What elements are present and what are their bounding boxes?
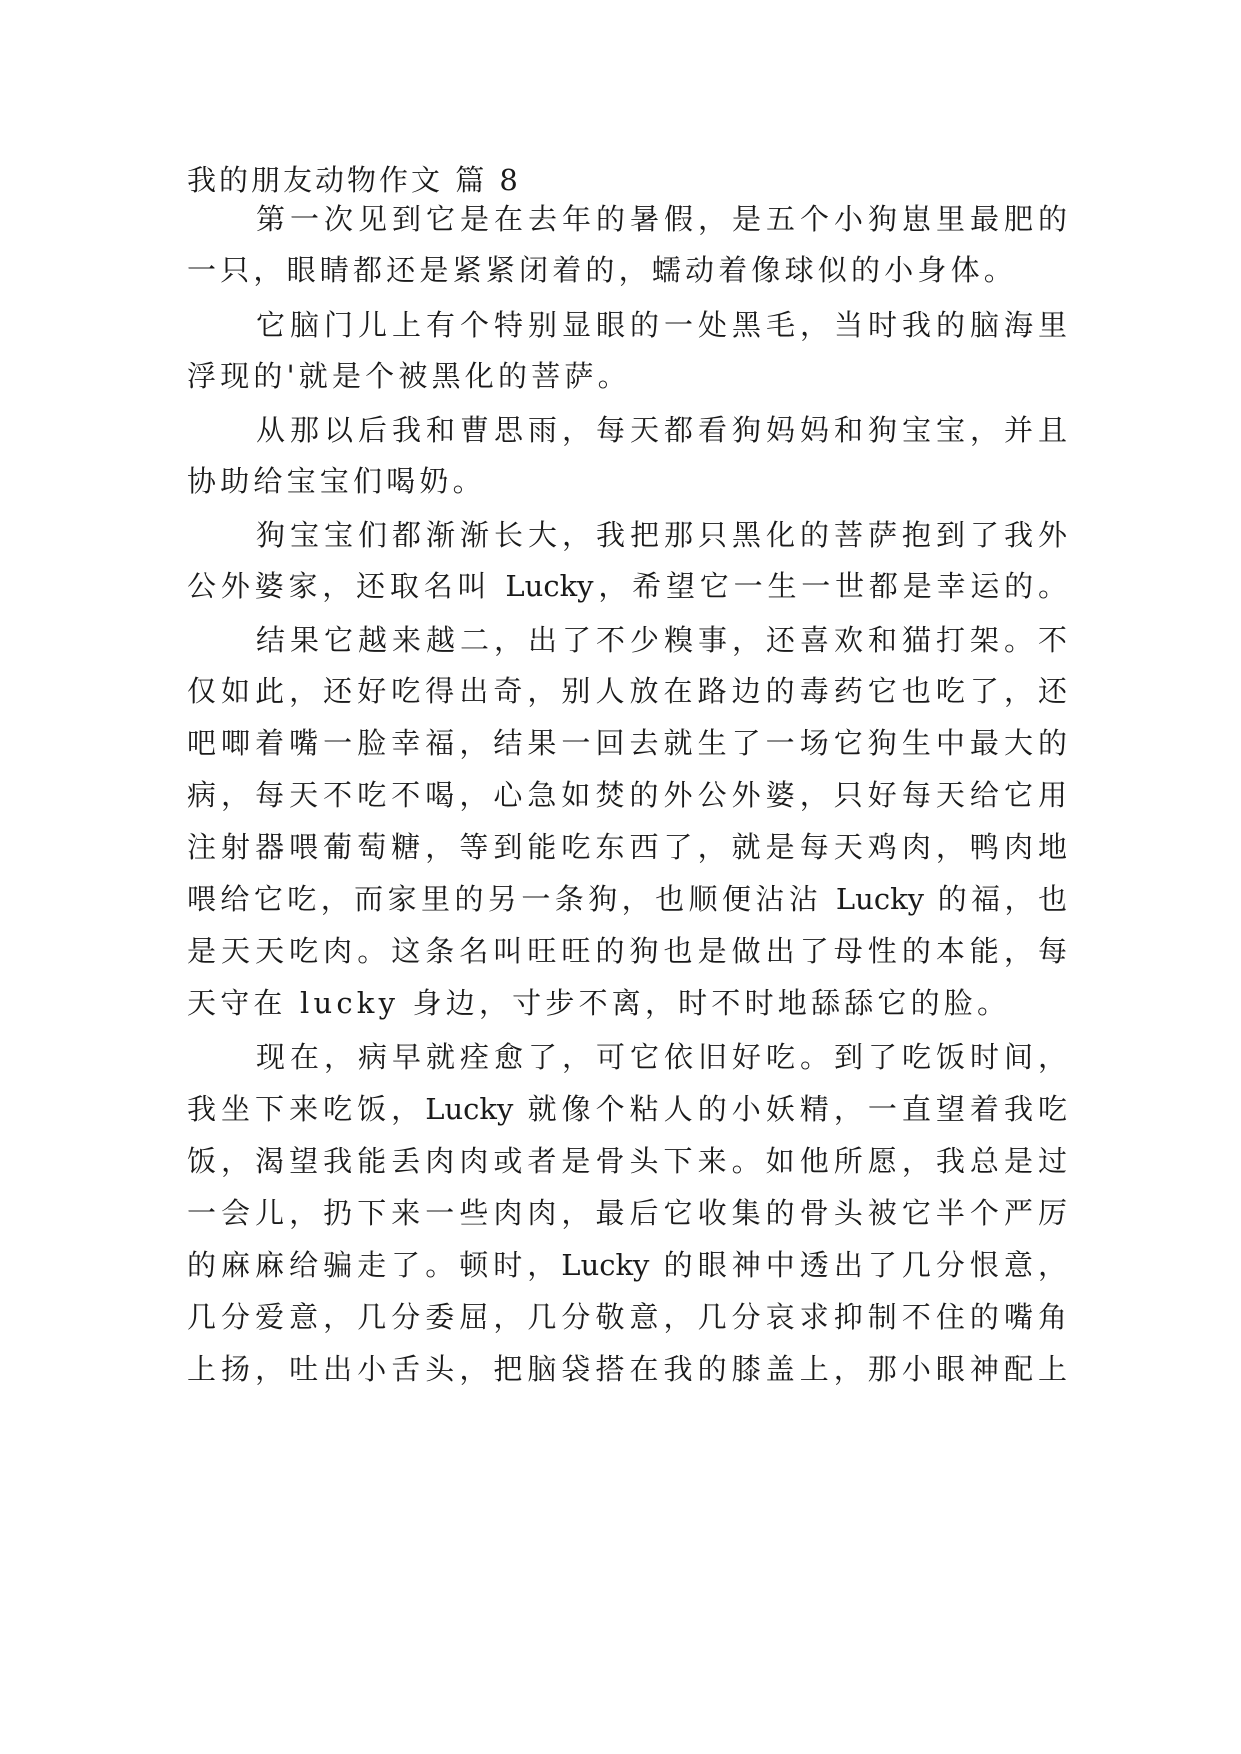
paragraph-line: 吧唧着嘴一脸幸福，结果一回去就生了一场它狗生中最大的 bbox=[187, 726, 1067, 760]
paragraph-line: 我坐下来吃饭，Lucky 就像个粘人的小妖精，一直望着我吃 bbox=[187, 1092, 1067, 1126]
paragraph-line: 现在，病早就痊愈了，可它依旧好吃。到了吃饭时间， bbox=[256, 1040, 1067, 1074]
paragraph-line: 一只，眼睛都还是紧紧闭着的，蠕动着像球似的小身体。 bbox=[187, 253, 1018, 287]
paragraph-line: 的麻麻给骗走了。顿时，Lucky 的眼神中透出了几分恨意， bbox=[187, 1248, 1067, 1282]
document-title: 我的朋友动物作文 篇 8 bbox=[187, 163, 521, 197]
paragraph-line: 病，每天不吃不喝，心急如焚的外公外婆，只好每天给它用 bbox=[187, 778, 1067, 812]
paragraph-line: 从那以后我和曹思雨，每天都看狗妈妈和狗宝宝，并且 bbox=[256, 413, 1067, 447]
paragraph-line: 是天天吃肉。这条名叫旺旺的狗也是做出了母性的本能，每 bbox=[187, 934, 1067, 968]
paragraph-line: 它脑门儿上有个特别显眼的一处黑毛，当时我的脑海里 bbox=[256, 308, 1067, 342]
paragraph-line: 注射器喂葡萄糖，等到能吃东西了，就是每天鸡肉，鸭肉地 bbox=[187, 830, 1067, 864]
paragraph-line: 第一次见到它是在去年的暑假，是五个小狗崽里最肥的 bbox=[256, 202, 1067, 236]
paragraph-line: 喂给它吃，而家里的另一条狗，也顺便沾沾 Lucky 的福，也 bbox=[187, 882, 1067, 916]
paragraph-line: 天守在 lucky 身边，寸步不离，时不时地舔舔它的脸。 bbox=[187, 986, 1011, 1020]
paragraph-line: 饭，渴望我能丢肉肉或者是骨头下来。如他所愿，我总是过 bbox=[187, 1144, 1067, 1178]
paragraph-line: 公外婆家，还取名叫 Lucky，希望它一生一世都是幸运的。 bbox=[187, 569, 1067, 603]
paragraph-line: 结果它越来越二，出了不少糗事，还喜欢和猫打架。不 bbox=[256, 623, 1067, 657]
paragraph-line: 协助给宝宝们喝奶。 bbox=[187, 464, 486, 498]
paragraph-line: 几分爱意，几分委屈，几分敬意，几分哀求抑制不住的嘴角 bbox=[187, 1300, 1067, 1334]
paragraph-line: 上扬，吐出小舌头，把脑袋搭在我的膝盖上，那小眼神配上 bbox=[187, 1352, 1067, 1386]
paragraph-line: 浮现的'就是个被黑化的菩萨。 bbox=[187, 359, 631, 393]
paragraph-line: 一会儿，扔下来一些肉肉，最后它收集的骨头被它半个严厉 bbox=[187, 1196, 1067, 1230]
paragraph-line: 狗宝宝们都渐渐长大，我把那只黑化的菩萨抱到了我外 bbox=[256, 518, 1067, 552]
paragraph-line: 仅如此，还好吃得出奇，别人放在路边的毒药它也吃了，还 bbox=[187, 674, 1067, 708]
